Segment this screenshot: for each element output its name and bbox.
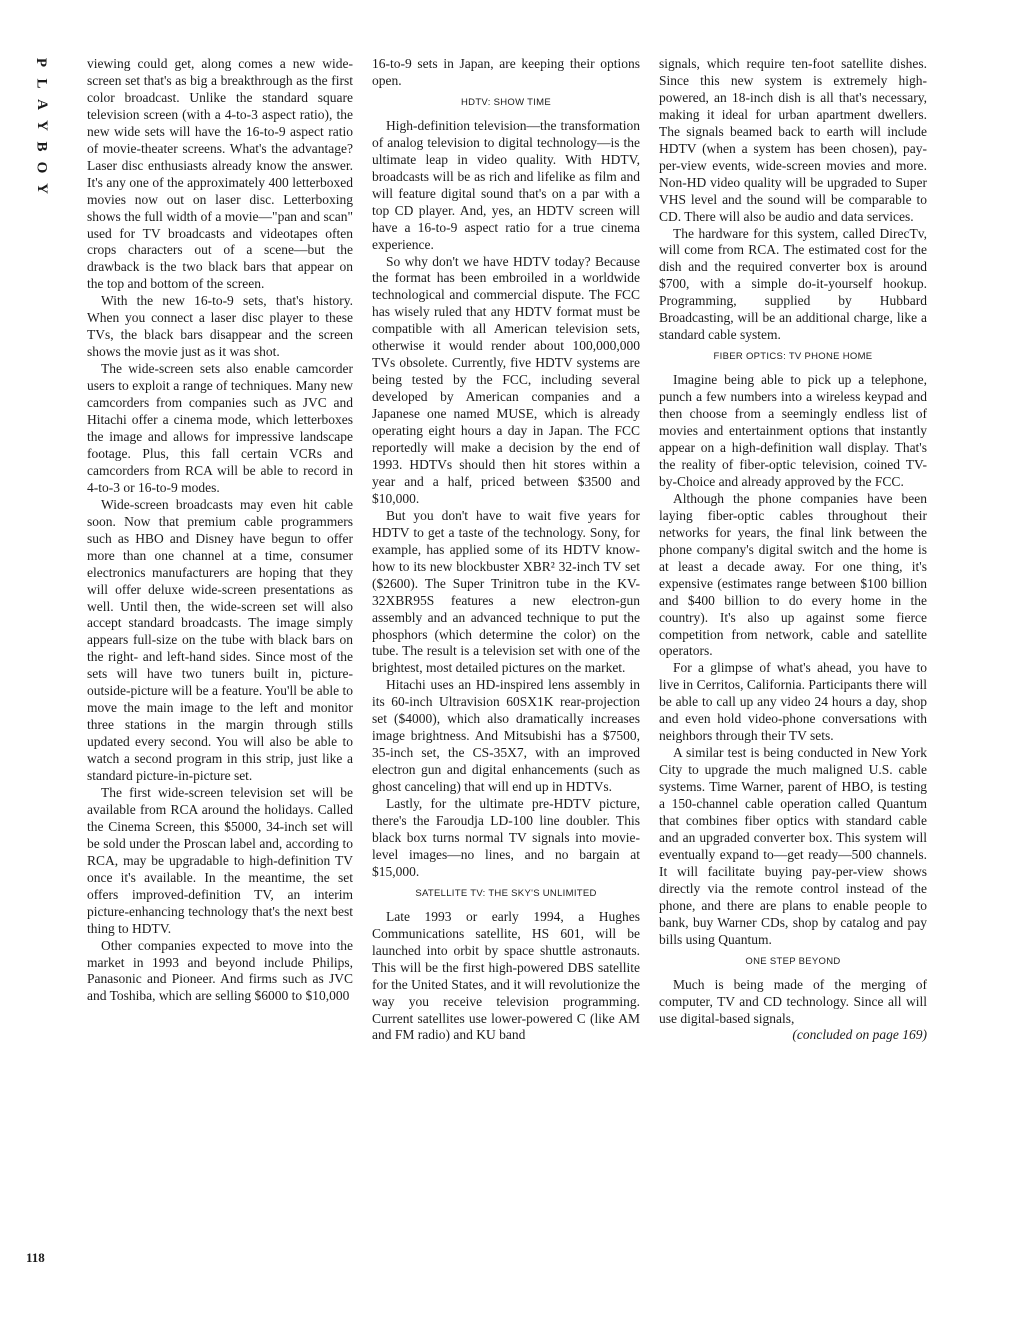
body-paragraph: With the new 16-to-9 sets, that's history. When you connect a laser disc player to these TVs, the black bars disappear and the screen shows the movie just as it was shot. (87, 293, 353, 360)
body-paragraph: Lastly, for the ultimate pre-HDTV picture, there's the Faroudja LD-100 line doubler. This black box turns normal TV signals into movie-level images—no lines, and no bargain at $15,000. (372, 796, 640, 879)
body-paragraph: High-definition television—the transformation of analog television to digital technology—is the ultimate leap in video quality. With HDTV, broadcasts will be as rich and lifelike as film and will feature digital sound that's on a par with a top CD player. And, yes, an HDTV screen will have a 16-to-9 aspect ratio for a true cinema experience. (372, 117, 640, 252)
body-paragraph: 16-to-9 sets in Japan, are keeping their options open. (372, 56, 640, 88)
column2-intro (372, 56, 640, 90)
body-paragraph: So why don't we have HDTV today? Because the format has been embroiled in a worldwide technological and commercial dispute. The FCC has wisely ruled that any HDTV format must be compatible with all American television sets, otherwise it would render about 100,000,000 TVs obsolete. Currently, five HDTV systems are being tested by the FCC, including several developed by American companies and a Japanese one named MUSE, which is already operating eight hours a day in Japan. The FCC reportedly will make a decision by the end of 1993. HDTVs should then hit stores within a year and a half, priced between $3500 and $10,000. (372, 253, 640, 506)
section-heading-fiber: FIBER OPTICS: TV PHONE HOME (713, 351, 873, 363)
column1-body (87, 56, 353, 1005)
page-number: 118 (26, 1250, 45, 1265)
body-paragraph: Wide-screen broadcasts may even hit cable soon. Now that premium cable programmers such as HBO and Disney have begun to offer more than one channel at a time, consumer electronics manufacturers are hoping that they will offer deluxe wide-screen presentations as well. Until then, the wide-screen set will also accept standard broadcasts. The image simply appears full-size on the tube with black bars on the right- and left-hand sides. Since most of the sets will have two tuners built in, picture-outside-picture will be a feature. You'll be able to move the main image to the left and monitor three stations in the margin through stills updated every second. You will also be able to watch a second program in this strip, just like a standard picture-in-picture set. (87, 496, 353, 784)
column-2 (372, 56, 640, 1044)
body-paragraph: But you don't have to wait five years for HDTV to get a taste of the technology. Sony, for example, has applied some of its HDTV know-how to its new blockbuster XBR² 32-inch TV set ($2600). The Super Trinitron tube in the KV-32XBR95S features a new electron-gun assembly and an advanced technique to put the phosphors (which determine the color) on the tube. The result is a television set with one of the brightest, most detailed pictures on the market. (372, 507, 640, 676)
body-paragraph: signals, which require ten-foot satellite dishes. Since this new system is extremely high-powered, an 18-inch dish is all that's necessary, making it ideal for urban apartment dwellers. The signals beamed back to earth will include HDTV (when a system has been chosen), pay-per-view events, wide-screen movies and more. Non-HD video quality will be upgraded to Super VHS level and the sound will be comparable to CD. There will also be audio and data services. (659, 56, 927, 224)
section-heading-beyond: ONE STEP BEYOND (745, 955, 841, 967)
column3-fiber-body (659, 372, 927, 948)
section-heading-hdtv: HDTV: SHOW TIME (461, 96, 551, 108)
body-paragraph: For a glimpse of what's ahead, you have to live in Cerritos, California. Participants there will be able to call up any video 24 hours a day, shop and even hold video-phone conversations with neighbors through their TV sets. (659, 660, 927, 744)
masthead-letter: Y (33, 183, 50, 194)
body-paragraph: Although the phone companies have been laying fiber-optic cables throughout their networks for years, the final link between the phone company's digital switch and the home is at least a decade away. For one thing, it's expensive (estimates range between $100 billion and $400 billion to do every home in the country). It's also up against some fierce competition from network, cable and satellite operators. (659, 490, 927, 659)
masthead-letter: A (33, 99, 50, 110)
body-paragraph: The first wide-screen television set will be available from RCA around the holidays. Called the Cinema Screen, this $5000, 34-inch set will be sold under the Proscan label and, according to RCA, may be upgradable to high-definition TV once it's available. In the meantime, the set offers improved-definition TV, an interim picture-enhancing technology that's the next best thing to HDTV. (87, 784, 353, 936)
body-paragraph: Other companies expected to move into the market in 1993 and beyond include Philips, Panasonic and Pioneer. And firms such as JVC and Toshiba, which are selling $6000 to $10,000 (87, 937, 353, 1004)
masthead-letter: Y (33, 120, 50, 131)
magazine-masthead (26, 52, 56, 199)
section-heading-satellite: SATELLITE TV: THE SKY'S UNLIMITED (415, 887, 597, 899)
body-paragraph: Late 1993 or early 1994, a Hughes Communications satellite, HS 601, will be launched into orbit by space shuttle astronauts. This will be the first high-powered DBS satellite for the United States, and it will revolutionize the way you receive television programming. Current satellites use lower-powered C (like AM and FM radio) and KU band (372, 908, 640, 1043)
masthead-letter: L (33, 78, 50, 89)
body-paragraph: The wide-screen sets also enable camcorder users to exploit a range of techniques. Many new camcorders from companies such as JVC and Hitachi offer a cinema mode, which letterboxes the image and allows for impressive landscape footage. Plus, this fall certain VCRs and camcorders from RCA will be able to record in 4-to-3 or 16-to-9 modes. (87, 361, 353, 495)
body-paragraph: Much is being made of the merging of computer, TV and CD technology. Since all will use digital-based signals, (659, 976, 927, 1026)
column3-satellite-body (659, 56, 927, 344)
column2-hdtv-body (372, 118, 640, 881)
column-1 (87, 56, 353, 1005)
body-paragraph: The hardware for this system, called DirecTv, will come from RCA. The estimated cost for the dish and the required converter box is around $700, with a simple do-it-yourself hookup. Programming, supplied by Hubbard Broadcasting, will be an additional charge, like a standard cable system. (659, 225, 927, 343)
column-3 (659, 56, 927, 1044)
column2-satellite-body (372, 909, 640, 1045)
body-paragraph: A similar test is being conducted in New York City to upgrade the much maligned U.S. cable systems. Time Warner, parent of HBO, is testing a 150-channel cable operation called Quantum that combines fiber optics with standard cable and an upgraded converter box. This system will eventually expand to—get ready—500 channels. It will facilitate buying pay-per-view shows directly via the remote control instead of the phone, and there are plans to enable people to bank, buy Warner CDs, shop by catalog and pay bills using Quantum. (659, 745, 927, 947)
column3-beyond-body (659, 977, 927, 1028)
masthead-letter: P (33, 57, 50, 68)
body-paragraph: Hitachi uses an HD-inspired lens assembly in its 60-inch Ultravision 60SX1K rear-projection set ($4000), which also dramatically increases image brightness. And Mitsubishi has a $7500, 35-inch set, the CS-35X7, with an improved electron gun and digital enhancements (such as ghost canceling) that will end up in HDTVs. (372, 677, 640, 795)
continuation-note: (concluded on page 169) (792, 1027, 927, 1043)
body-paragraph: viewing could get, along comes a new wide-screen set that's as big a breakthrough as the first color broadcast. Unlike the standard square television screen (with a 4-to-3 aspect ratio), the new wide sets will have the 16-to-9 aspect ratio of movie-theater screens. What's the advantage? Laser disc enthusiasts already know the answer. It's any one of the approximately 400 letterboxed movies now out on laser disc. Letterboxing shows the full width of a movie—"pan and scan" used for TV broadcasts and videotapes often crops characters out of a scene—but the drawback is the two black bars that appear on the top and bottom of the screen. (87, 56, 353, 292)
masthead-letter: B (33, 141, 50, 152)
body-paragraph: Imagine being able to pick up a telephone, punch a few numbers into a wireless keypad and then choose from a seemingly endless list of movies and entertainment options that instantly appear on a high-definition wall display. That's the reality of fiber-optic television, coined TV-by-Choice and already approved by the FCC. (659, 372, 927, 489)
masthead-letter: O (33, 161, 50, 174)
